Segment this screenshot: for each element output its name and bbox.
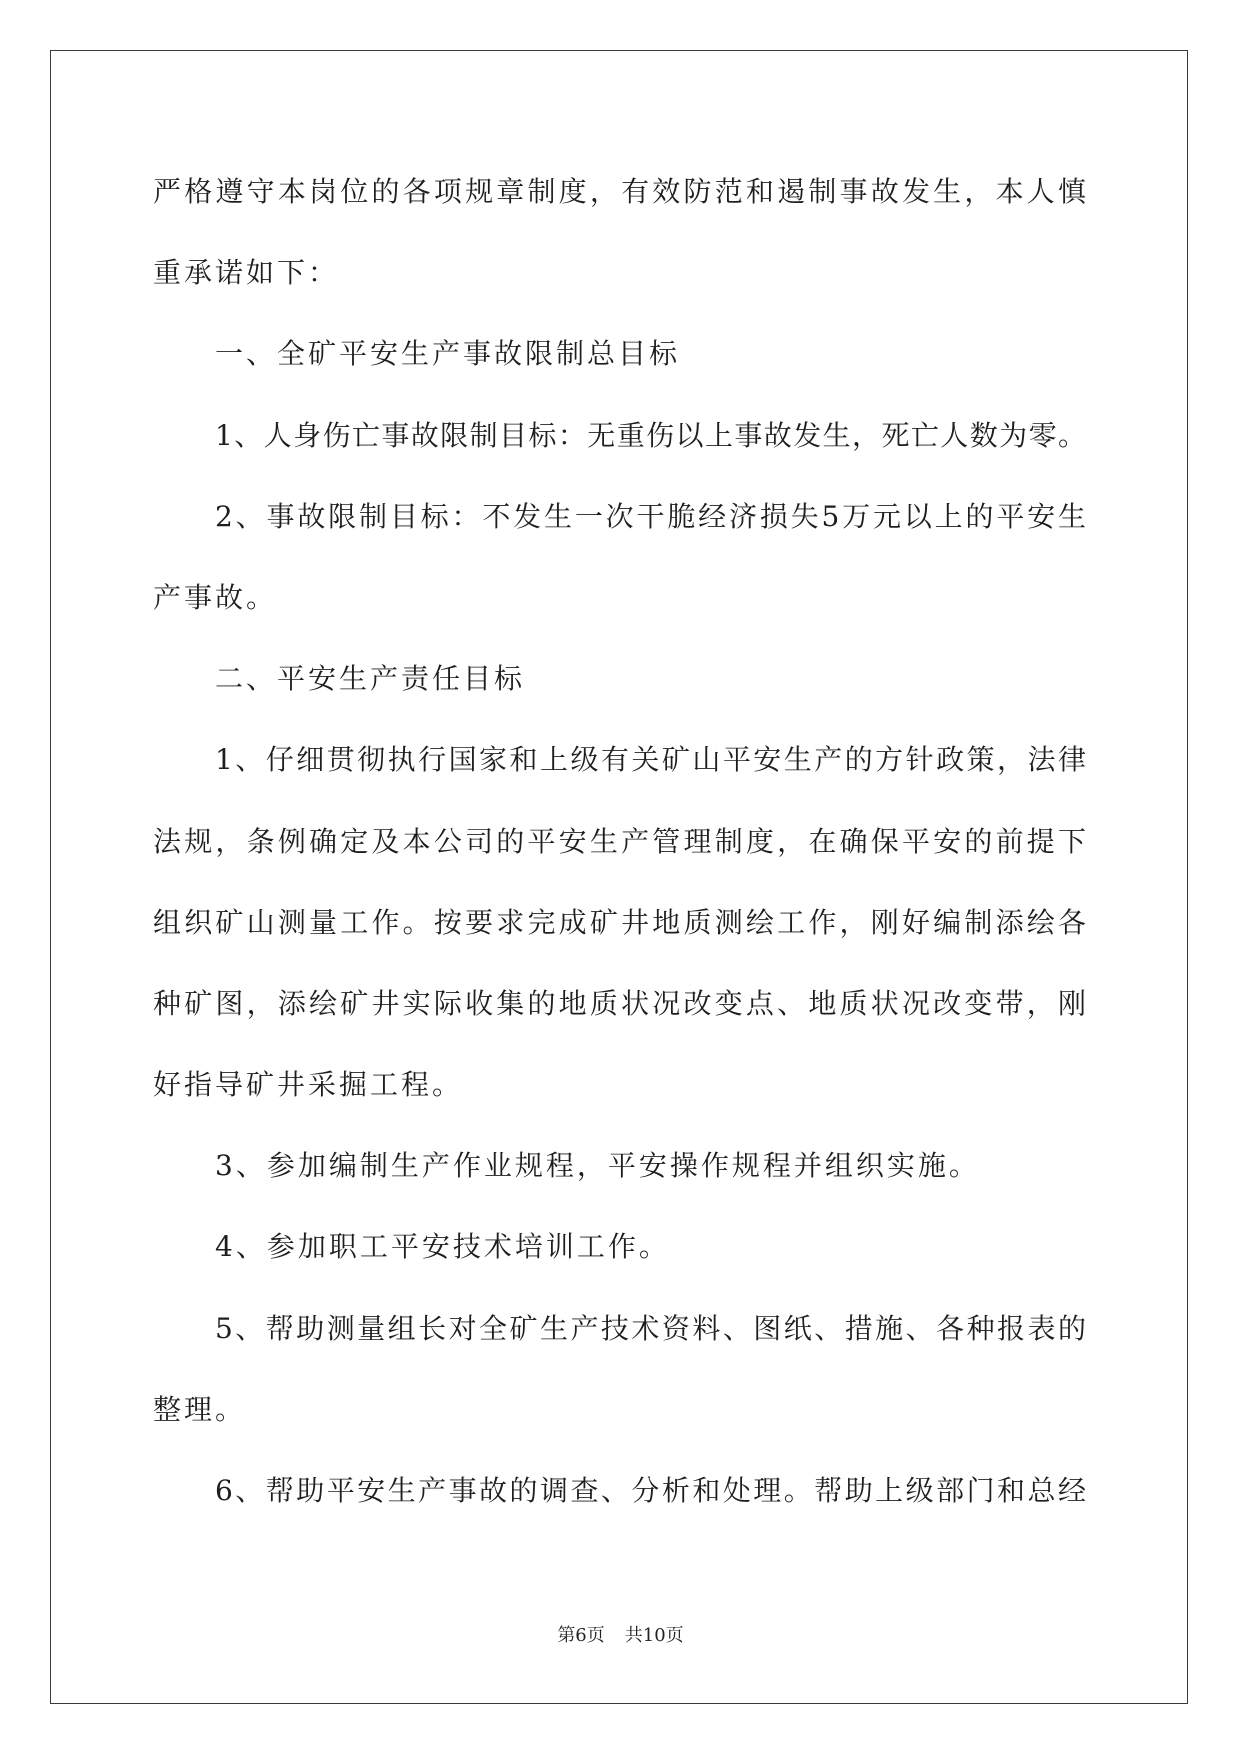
text-line: 1、人身伤亡事故限制目标：无重伤以上事故发生，死亡人数为零。 <box>215 418 1087 452</box>
page-footer <box>0 1622 1241 1650</box>
text-line: 6、帮助平安生产事故的调查、分析和处理。帮助上级部门和总经 <box>215 1474 1087 1507</box>
text-line: 法规，条例确定及本公司的平安生产管理制度，在确保平安的前提下 <box>153 824 1087 858</box>
text-line: 3、参加编制生产作业规程，平安操作规程并组织实施。 <box>215 1149 980 1183</box>
text-line: 整理。 <box>153 1392 247 1426</box>
text-line: 2、事故限制目标：不发生一次干脆经济损失5万元以上的平安生 <box>215 499 1087 533</box>
text-line: 重承诺如下： <box>153 256 340 290</box>
section-heading: 一、全矿平安生产事故限制总目标 <box>215 337 681 371</box>
total-page-count: 共10页 <box>624 1625 684 1646</box>
current-page-number: 第6页 <box>557 1625 605 1646</box>
text-line: 产事故。 <box>153 580 278 614</box>
text-line: 5、帮助测量组长对全矿生产技术资料、图纸、措施、各种报表的 <box>215 1311 1087 1345</box>
text-line: 1、仔细贯彻执行国家和上级有关矿山平安生产的方针政策，法律 <box>215 743 1087 777</box>
text-line: 组织矿山测量工作。按要求完成矿井地质测绘工作，刚好编制添绘各 <box>153 905 1087 939</box>
text-line: 严格遵守本岗位的各项规章制度，有效防范和遏制事故发生，本人慎 <box>153 175 1087 208</box>
text-line: 4、参加职工平安技术培训工作。 <box>215 1230 670 1264</box>
text-line: 好指导矿井采掘工程。 <box>153 1068 464 1102</box>
section-heading: 二、平安生产责任目标 <box>215 662 526 696</box>
text-line: 种矿图，添绘矿井实际收集的地质状况改变点、地质状况改变带，刚 <box>153 986 1087 1020</box>
document-body <box>153 151 1087 1531</box>
